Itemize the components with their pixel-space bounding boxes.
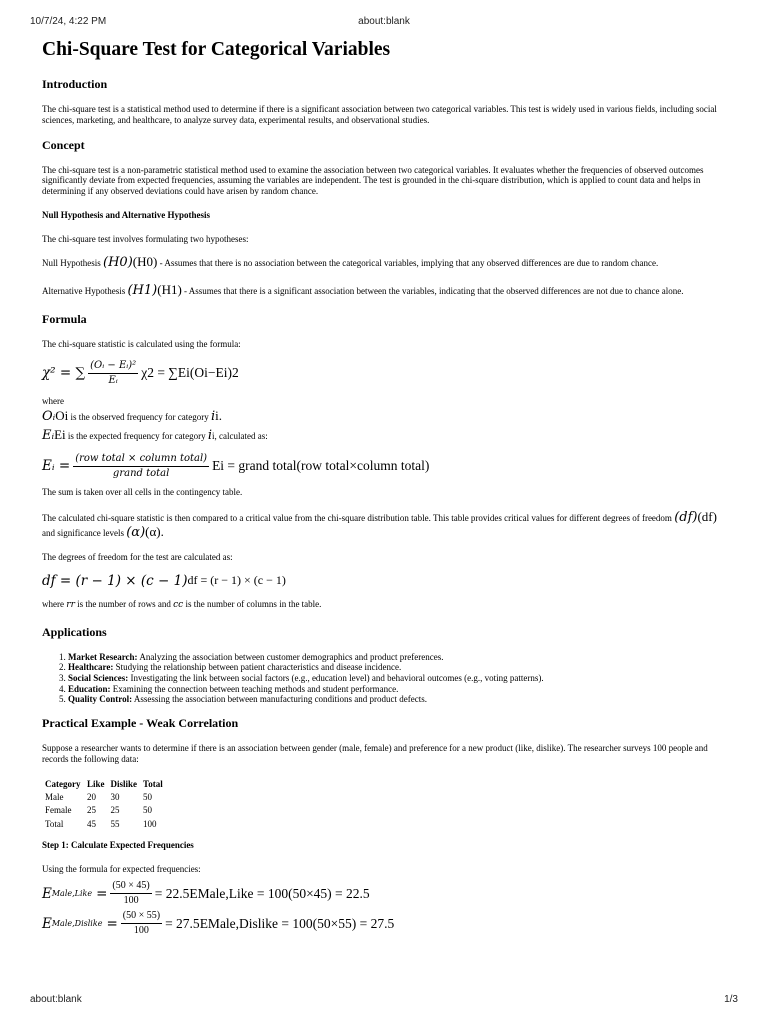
- chi-square-formula: [42, 356, 722, 390]
- intro-paragraph: The chi-square test is a statistical method used to determine if there is a significant association between two categorical variables. This test is widely used in various fields, including social sciences, marketing, and healthcare, to analyze survey data, experimental results, and observational studies.: [42, 104, 717, 125]
- list-item: [68, 694, 722, 705]
- heading-applications: Applications: [42, 624, 107, 639]
- concept-paragraph: The chi-square test is a non-parametric statistical method used to examine the association between two categorical variables. It evaluates whether the frequencies of observed outcomes significantly deviate from expected frequencies, assuming the variables are independent. The test is grounded in the chi-square distribution, which is applied to count data and helps in determining if any observed deviations could have arisen by random chance.: [42, 164, 704, 197]
- oi-i-math: i: [210, 409, 216, 425]
- emd-fraction: [121, 910, 162, 937]
- app-text: Studying the relationship between patient characteristics and disease incidence.: [115, 662, 402, 673]
- ei-plain: Ei: [54, 427, 66, 443]
- null-math: (H0): [103, 254, 133, 270]
- alt-math: (H1): [127, 282, 158, 298]
- list-item: [68, 673, 722, 684]
- alpha-plain: (α).: [145, 523, 164, 539]
- c-math: c: [173, 599, 179, 610]
- table-cell: 100: [143, 818, 157, 829]
- heading-introduction: Introduction: [42, 77, 108, 91]
- table-cell: 55: [110, 818, 120, 829]
- sum-note: The sum is taken over all cells in the contingency table.: [42, 487, 243, 498]
- ei-definition: [42, 426, 722, 445]
- oi-plain: Oi: [55, 408, 69, 424]
- expected-formula: [42, 449, 722, 483]
- chi-numerator: (Oᵢ − Eᵢ)²: [88, 360, 138, 374]
- formula-intro: The chi-square statistic is calculated using the formula:: [42, 339, 241, 350]
- ei-math: Eᵢ: [42, 428, 55, 444]
- app-label: Quality Control:: [68, 694, 133, 705]
- list-item: [68, 652, 722, 663]
- table-cell: 45: [87, 818, 96, 829]
- app-text: Analyzing the association between customer demographics and product preferences.: [139, 651, 444, 662]
- table-header-cell: Dislike: [110, 778, 138, 789]
- null-text: - Assumes that there is no association between the categorical variables, implying that any observed differences are due to random chance.: [159, 257, 659, 268]
- crit-text-1: The calculated chi-square statistic is then compared to a critical value from the chi-square distribution table. This table provides critical values for different degrees of freedom: [42, 512, 672, 523]
- app-text: Investigating the link between social factors (e.g., education level) and behavioral outcomes (e.g., voting patterns).: [130, 672, 544, 683]
- data-table: [42, 777, 166, 832]
- ei-text: is the expected frequency for category: [67, 431, 206, 442]
- app-label: Education:: [68, 683, 111, 694]
- dof-formula: [42, 569, 722, 593]
- chi-plain: χ2 = ∑Ei(Oi−Ei)2: [141, 365, 239, 381]
- e-lhs: Eᵢ =: [42, 458, 71, 475]
- print-footer-url: about:blank: [30, 994, 82, 1005]
- applications-list: [42, 652, 722, 706]
- list-item: [68, 662, 722, 673]
- rows-columns-note: [42, 599, 722, 611]
- page-title: Chi-Square Test for Categorical Variables: [42, 39, 391, 60]
- eml-lhs: E: [42, 885, 52, 902]
- table-row: [42, 791, 166, 805]
- table-header-cell: Category: [45, 778, 81, 789]
- table-cell: 25: [87, 805, 96, 816]
- oi-definition: [42, 407, 722, 426]
- print-footer: [0, 994, 768, 1008]
- emd-sub: Male,Dislike: [51, 919, 103, 929]
- print-header: [0, 16, 768, 30]
- table-cell: 30: [110, 791, 120, 802]
- emd-lhs: E: [42, 915, 52, 932]
- table-header-cell: Like: [87, 778, 105, 789]
- hypotheses-intro: The chi-square test involves formulating two hypotheses:: [42, 233, 249, 244]
- document-body: [42, 38, 722, 939]
- print-datetime: 10/7/24, 4:22 PM: [30, 16, 107, 27]
- dof-intro: The degrees of freedom for the test are calculated as:: [42, 551, 233, 562]
- chi-fraction: [88, 360, 138, 387]
- table-cell: 25: [110, 805, 120, 816]
- eml-plain: EMale,Like = 100(50×45) = 22.5: [189, 885, 370, 901]
- e-plain: Ei = grand total(row total×column total): [212, 458, 430, 474]
- emd-plain: EMale,Dislike = 100(50×55) = 27.5: [199, 915, 395, 931]
- eml-fraction: [110, 880, 151, 907]
- example-paragraph: Suppose a researcher wants to determine if there is an association between gender (male, female) and preference for a new product (like, dislike). The researcher surveys 100 people and records the following data:: [42, 743, 708, 764]
- null-label: Null Hypothesis: [42, 257, 101, 268]
- list-item: [68, 684, 722, 695]
- df-plain: (df): [697, 508, 717, 524]
- eml-sub: Male,Like: [51, 889, 93, 899]
- emd-rhs: = 27.5: [165, 915, 200, 931]
- eml-rhs: = 22.5: [154, 885, 190, 901]
- rc-text-2: is the number of rows and: [77, 598, 171, 609]
- null-plain: (H0): [132, 253, 158, 269]
- app-text: Assessing the association between manufacturing conditions and product defects.: [133, 694, 428, 705]
- heading-formula: Formula: [42, 312, 87, 327]
- step1-intro: Using the formula for expected frequencies:: [42, 864, 201, 875]
- app-text: Examining the connection between teaching methods and student performance.: [112, 683, 399, 694]
- table-cell: 50: [143, 805, 153, 816]
- alt-hypothesis: [42, 281, 722, 298]
- e-fraction: [73, 453, 209, 480]
- eml-denominator: 100: [123, 895, 139, 907]
- e-denominator: grand total: [112, 467, 170, 479]
- table-header-cell: Total: [143, 778, 163, 789]
- critical-value-paragraph: [42, 510, 722, 540]
- app-label: Healthcare:: [68, 662, 114, 673]
- expected-male-like: E Male,Like = $\frac{(50 \times 45)}{100}$ = 22.5 EMale,Like = 100(50×45) = 22.5: [42, 880, 370, 907]
- heading-hypotheses: Null Hypothesis and Alternative Hypothesis: [42, 209, 211, 220]
- table-row: [42, 818, 166, 832]
- chi-denominator: Eᵢ: [108, 374, 118, 386]
- table-cell: Total: [45, 818, 64, 829]
- eml-numerator: (50 × 45): [110, 880, 151, 894]
- dof-plain: df = (r − 1) × (c − 1): [187, 573, 286, 588]
- heading-step1: Step 1: Calculate Expected Frequencies: [42, 840, 194, 851]
- c-plain: c: [178, 599, 184, 610]
- rc-text-1: where: [42, 598, 64, 609]
- app-label: Social Sciences:: [68, 672, 129, 683]
- heading-example: Practical Example - Weak Correlation: [42, 716, 239, 731]
- table-cell: Male: [45, 791, 64, 802]
- r-math: r: [66, 599, 71, 610]
- ei-i-math: i: [207, 428, 213, 444]
- table-cell: 50: [143, 791, 153, 802]
- alt-label: Alternative Hypothesis: [42, 285, 126, 296]
- table-cell: 20: [87, 791, 96, 802]
- alpha-math: (α): [126, 524, 146, 540]
- r-plain: r: [70, 599, 75, 610]
- alt-plain: (H1): [157, 281, 182, 297]
- table-header-row: [42, 777, 166, 791]
- emd-denominator: 100: [133, 925, 149, 937]
- print-page-title: about:blank: [358, 16, 410, 27]
- oi-i-plain: i.: [215, 408, 223, 424]
- df-math: (df): [674, 509, 698, 525]
- ei-i-plain: i, calculated as:: [212, 431, 268, 442]
- expected-male-dislike: E Male,Dislike = $\frac{(50 \times 55)}{100}$ = 27.5 EMale,Dislike = 100(50×55) = 27.5: [42, 910, 395, 937]
- where-label: where: [42, 396, 64, 407]
- table-row: [42, 804, 166, 818]
- chi-lhs: χ² = ∑: [42, 365, 86, 382]
- dof-math: df = (r − 1) × (c − 1): [42, 572, 188, 589]
- app-label: Market Research:: [68, 651, 138, 662]
- crit-text-2: and significance levels: [42, 527, 124, 538]
- e-numerator: (row total × column total): [73, 453, 209, 467]
- alt-text: - Assumes that there is a significant association between the variables, indicating that the observed differences are not due to chance alone.: [184, 285, 684, 296]
- oi-math: Oᵢ: [42, 409, 56, 425]
- oi-text: is the observed frequency for category: [70, 412, 209, 423]
- emd-numerator: (50 × 55): [121, 910, 162, 924]
- rc-text-3: is the number of columns in the table.: [185, 598, 322, 609]
- print-page-number: 1/3: [724, 994, 738, 1005]
- heading-concept: Concept: [42, 137, 85, 152]
- table-cell: Female: [45, 805, 72, 816]
- null-hypothesis: [42, 253, 722, 270]
